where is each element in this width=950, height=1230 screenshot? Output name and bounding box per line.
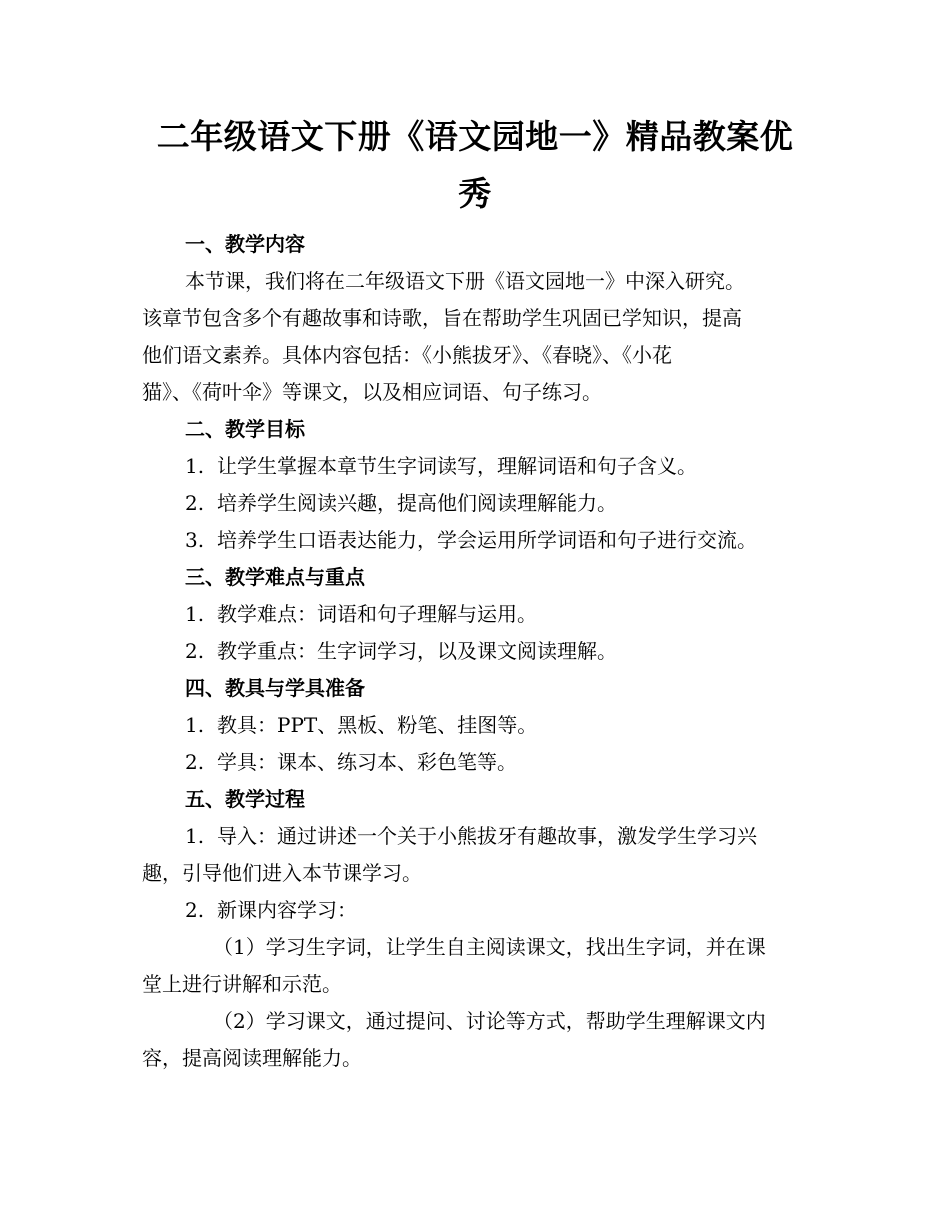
list-item-number: 2. bbox=[185, 750, 205, 774]
list-item-number: 1. bbox=[185, 824, 205, 848]
paragraph-line: 本节课，我们将在二年级语文下册《语文园地一》中深入研究。 bbox=[185, 269, 745, 293]
list-item-number: 3. bbox=[185, 528, 205, 552]
list-item bbox=[185, 707, 855, 744]
list-item-number: 2. bbox=[185, 898, 205, 922]
list-item-number: 1. bbox=[185, 713, 205, 737]
list-item-number: 2. bbox=[185, 491, 205, 515]
list-item-text: 培养学生阅读兴趣，提高他们阅读理解能力。 bbox=[217, 491, 617, 515]
list-item bbox=[185, 744, 855, 781]
paragraph-line: 该章节包含多个有趣故事和诗歌，旨在帮助学生巩固已学知识，提高 bbox=[142, 306, 742, 330]
section-heading-goals: 二、教学目标 bbox=[185, 417, 305, 441]
sub-item: （1）学习生字词，让学生自主阅读课文，找出生字词，并在课 bbox=[213, 935, 766, 959]
list-item-number: 1. bbox=[185, 602, 205, 626]
list-item bbox=[185, 448, 855, 485]
list-item bbox=[185, 596, 855, 633]
sub-item-continuation: 堂上进行讲解和示范。 bbox=[142, 972, 342, 996]
list-item-number: 2. bbox=[185, 639, 205, 663]
list-item-text: 学具：课本、练习本、彩色笔等。 bbox=[217, 750, 517, 774]
list-item-continuation: 趣，引导他们进入本节课学习。 bbox=[142, 861, 422, 885]
list-item-text: 培养学生口语表达能力，学会运用所学词语和句子进行交流。 bbox=[217, 528, 757, 552]
list-item bbox=[185, 633, 855, 670]
sub-item-continuation: 容，提高阅读理解能力。 bbox=[142, 1046, 362, 1070]
list-item-text: 导入：通过讲述一个关于小熊拔牙有趣故事，激发学生学习兴 bbox=[217, 824, 757, 848]
sub-item: （2）学习课文，通过提问、讨论等方式，帮助学生理解课文内 bbox=[213, 1009, 766, 1033]
section-heading-content: 一、教学内容 bbox=[185, 232, 305, 256]
paragraph-line: 他们语文素养。具体内容包括：《小熊拔牙》、《春晓》、《小花 bbox=[142, 343, 672, 367]
title-line-1: 二年级语文下册《语文园地一》精品教案优 bbox=[156, 117, 794, 156]
section-heading-difficulties: 三、教学难点与重点 bbox=[185, 565, 365, 589]
list-item-text: 教具：PPT、黑板、粉笔、挂图等。 bbox=[217, 713, 538, 737]
section-heading-process: 五、教学过程 bbox=[185, 787, 305, 811]
list-item bbox=[185, 522, 855, 559]
list-item-number: 1. bbox=[185, 454, 205, 478]
section-heading-materials: 四、教具与学具准备 bbox=[185, 676, 365, 700]
list-item bbox=[185, 892, 855, 929]
list-item-text: 教学难点：词语和句子理解与运用。 bbox=[217, 602, 537, 626]
list-item-text: 新课内容学习： bbox=[217, 898, 357, 922]
title-line-2: 秀 bbox=[458, 174, 492, 213]
list-item-text: 让学生掌握本章节生字词读写，理解词语和句子含义。 bbox=[217, 454, 697, 478]
list-item-text: 教学重点：生字词学习，以及课文阅读理解。 bbox=[217, 639, 617, 663]
list-item bbox=[185, 818, 855, 855]
document-title bbox=[140, 108, 810, 222]
list-item bbox=[185, 485, 855, 522]
paragraph-line: 猫》、《荷叶伞》等课文，以及相应词语、句子练习。 bbox=[142, 380, 602, 404]
